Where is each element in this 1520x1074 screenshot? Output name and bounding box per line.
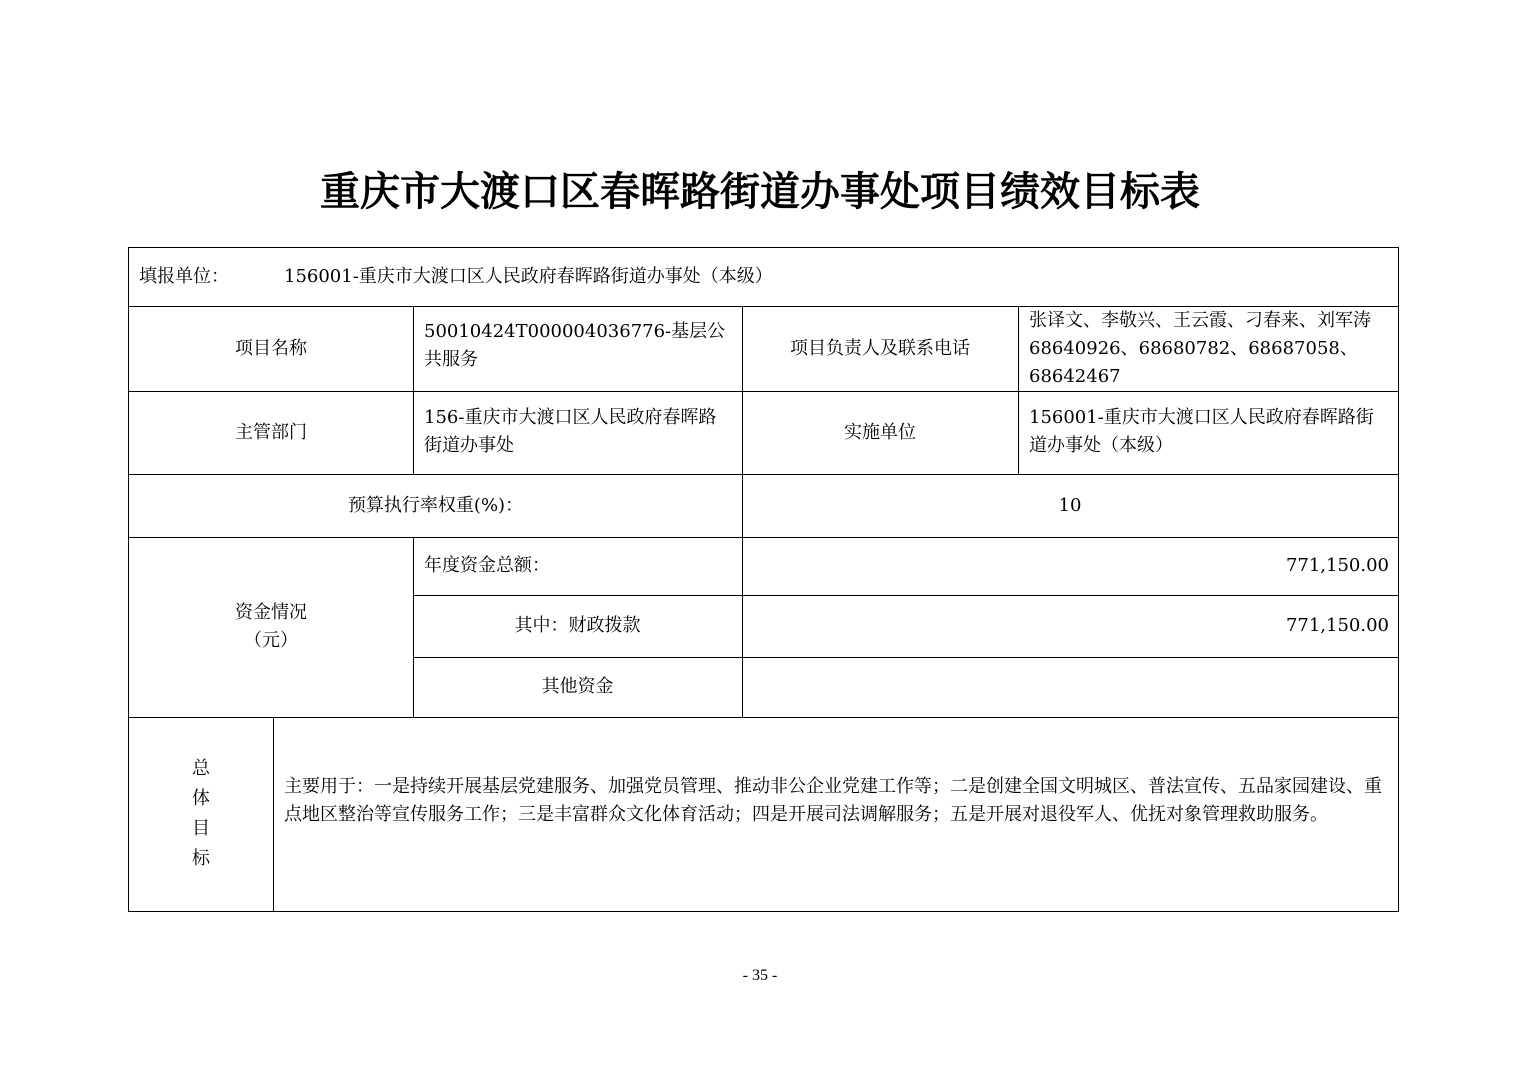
overall-goal-label-char: 总 [192,758,210,779]
funds-label [129,537,413,717]
annual-total-value: 771,150.00 [1285,555,1389,576]
performance-target-table [128,247,1399,912]
project-name-value: 50010424T000004036776-基层公共服务 [424,321,726,370]
implementing-unit-value: 156001-重庆市大渡口区人民政府春晖路街道办事处（本级） [1029,407,1374,456]
project-leader-label: 项目负责人及联系电话 [790,337,970,359]
other-funds-label: 其他资金 [541,676,614,697]
other-funds-value [749,657,1389,717]
overall-goal-label [129,717,273,911]
overall-goal-label-char: 目 [192,818,210,839]
budget-weight-value: 10 [1058,494,1082,516]
fiscal-appropriation-label: 其中：财政拨款 [514,615,641,636]
overall-goal-label-char: 体 [192,788,210,809]
project-name-label: 项目名称 [235,337,307,359]
competent-department-value: 156-重庆市大渡口区人民政府春晖路街道办事处 [424,407,717,456]
document-title: 重庆市大渡口区春晖路街道办事处项目绩效目标表 [320,168,1200,215]
reporting-unit-label: 填报单位： [139,266,229,287]
overall-goal-label-char: 标 [192,848,210,869]
project-leader-value: 张译文、李敬兴、王云霞、刁春来、刘军涛 68640926、68680782、68687058、68642467 [1029,310,1371,387]
overall-goal-text: 主要用于：一是持续开展基层党建服务、加强党员管理、推动非公企业党建工作等；二是创建全国文明城区、普法宣传、五品家园建设、重点地区整治等宣传服务工作；三是丰富群众文化体育活动；四是开展司法调解服务；五是开展对退役军人、优抚对象管理救助服务。 [284,776,1382,825]
annual-total-label: 年度资金总额： [424,555,550,576]
funds-label-line2: （元） [244,630,298,651]
page-number: - 35 - [742,967,778,984]
competent-department-label: 主管部门 [235,421,307,443]
implementing-unit-label: 实施单位 [844,421,916,443]
budget-weight-label: 预算执行率权重(%)： [347,494,524,516]
funds-label-line1: 资金情况 [235,602,307,623]
fiscal-appropriation-value: 771,150.00 [1285,615,1389,636]
reporting-unit-value: 156001-重庆市大渡口区人民政府春晖路街道办事处（本级） [284,266,773,287]
